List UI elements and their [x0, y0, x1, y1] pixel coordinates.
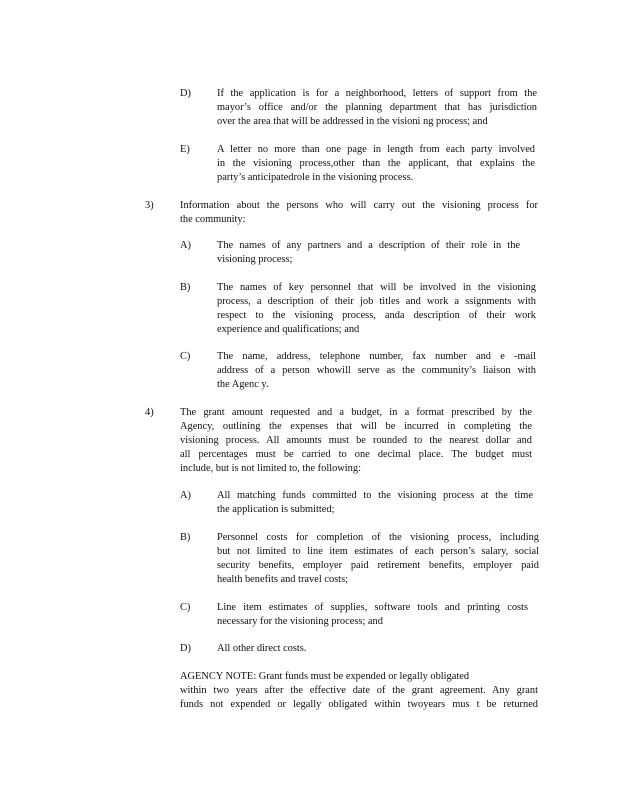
item-paragraph: Line item estimates of supplies, software tools and printing costs necessary for the visioning process; and [217, 602, 528, 627]
section-paragraph: The grant amount requested and a budget, in a format prescribed by the Agency, outlining the expenses that will be incurred in completing the visioning process. All amounts must be rounded to the nearest dollar and all percentages must be carried to one decimal place. The budget must include, but is not limited to, the following: [180, 407, 532, 474]
item-label: C) [180, 602, 191, 613]
item-label: D) [180, 88, 191, 99]
item-paragraph: The name, address, telephone number, fax number and e -mail address of a person whowill serve as the community’s liaison with the Agenc y. [217, 351, 536, 390]
section-paragraph: Information about the persons who will carry out the visioning process for the community: [180, 200, 538, 225]
item-paragraph: All matching funds committed to the visioning process at the time the application is submitted; [217, 490, 533, 515]
item-paragraph: Personnel costs for completion of the visioning process, including but not limited to line item estimates of each person’s salary, social security benefits, employer paid retirement benefits, employer paid health benefits and travel costs; [217, 532, 539, 585]
item-label: B) [180, 532, 191, 543]
agency-note: AGENCY NOTE: Grant funds must be expended or legally obligated within two years after the effective date of the grant agreement. Any grant funds not expended or legally obligated within twoyears mus t be returned [180, 671, 538, 710]
item-label: E) [180, 144, 190, 155]
item-paragraph: The names of any partners and a description of their role in the visioning process; [217, 240, 520, 265]
item-label: C) [180, 351, 191, 362]
item-label: A) [180, 240, 191, 251]
item-paragraph: A letter no more than one page in length from each party involved in the visioning process,other than the applicant, that explains the party’s anticipatedrole in the visioning process. [217, 144, 535, 183]
section-label: 4) [145, 407, 154, 418]
section-label: 3) [145, 200, 154, 211]
item-label: A) [180, 490, 191, 501]
item-paragraph: If the application is for a neighborhood, letters of support from the mayor’s office and/or the planning department that has jurisdiction over the area that will be addressed in the visioni ng process; and [217, 88, 537, 127]
item-label: D) [180, 643, 191, 654]
item-label: B) [180, 282, 191, 293]
item-paragraph: The names of key personnel that will be involved in the visioning process, a description of their job titles and work a ssignments with respect to the visioning process, anda description of their work experience and qualifications; and [217, 282, 536, 335]
item-paragraph: All other direct costs. [217, 643, 307, 654]
